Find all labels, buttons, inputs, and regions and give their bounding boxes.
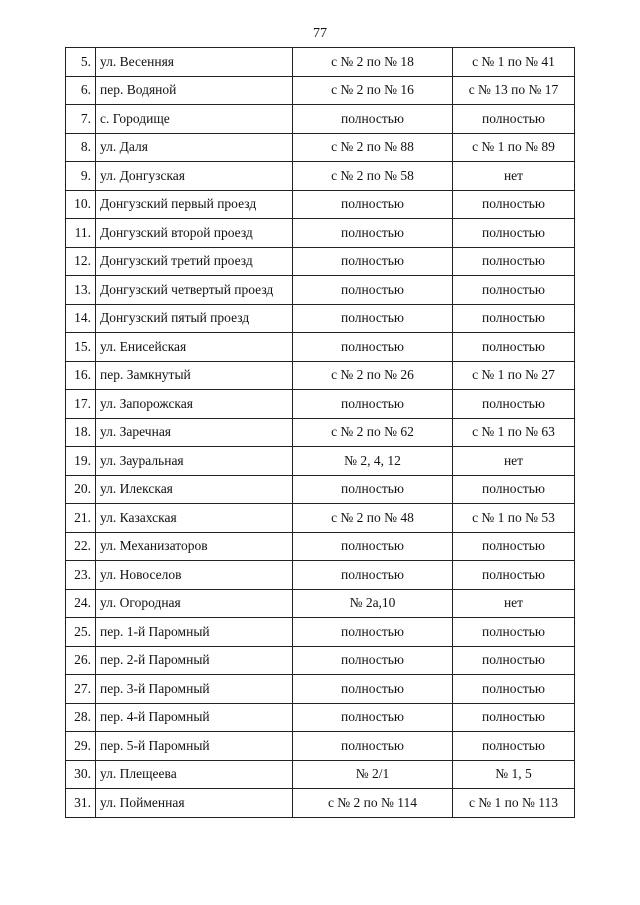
even-houses: полностью — [293, 390, 453, 419]
street-name: пер. 2-й Паромный — [96, 646, 293, 675]
table-row — [66, 76, 575, 105]
even-houses: с № 2 по № 114 — [293, 789, 453, 818]
row-number: 13. — [66, 276, 96, 305]
street-name: ул. Огородная — [96, 589, 293, 618]
table-row — [66, 333, 575, 362]
row-number: 19. — [66, 447, 96, 476]
even-houses: полностью — [293, 675, 453, 704]
row-number: 31. — [66, 789, 96, 818]
row-number: 26. — [66, 646, 96, 675]
odd-houses: с № 1 по № 89 — [453, 133, 575, 162]
table-row — [66, 390, 575, 419]
row-number: 8. — [66, 133, 96, 162]
street-name: пер. Водяной — [96, 76, 293, 105]
odd-houses: полностью — [453, 247, 575, 276]
table-row — [66, 48, 575, 77]
odd-houses: полностью — [453, 646, 575, 675]
even-houses: № 2а,10 — [293, 589, 453, 618]
row-number: 27. — [66, 675, 96, 704]
street-name: ул. Заречная — [96, 418, 293, 447]
street-name: ул. Пойменная — [96, 789, 293, 818]
even-houses: с № 2 по № 58 — [293, 162, 453, 191]
row-number: 11. — [66, 219, 96, 248]
row-number: 17. — [66, 390, 96, 419]
odd-houses: полностью — [453, 561, 575, 590]
even-houses: полностью — [293, 304, 453, 333]
street-name: ул. Механизаторов — [96, 532, 293, 561]
odd-houses: полностью — [453, 618, 575, 647]
street-name: с. Городище — [96, 105, 293, 134]
table-row — [66, 304, 575, 333]
street-name: пер. 3-й Паромный — [96, 675, 293, 704]
table-row — [66, 589, 575, 618]
table-row — [66, 361, 575, 390]
even-houses: полностью — [293, 276, 453, 305]
street-name: ул. Енисейская — [96, 333, 293, 362]
street-name: ул. Донгузская — [96, 162, 293, 191]
row-number: 5. — [66, 48, 96, 77]
even-houses: с № 2 по № 88 — [293, 133, 453, 162]
table-row — [66, 732, 575, 761]
row-number: 29. — [66, 732, 96, 761]
odd-houses: полностью — [453, 333, 575, 362]
street-name: ул. Илекская — [96, 475, 293, 504]
even-houses: с № 2 по № 48 — [293, 504, 453, 533]
odd-houses: с № 1 по № 41 — [453, 48, 575, 77]
even-houses: № 2/1 — [293, 760, 453, 789]
table-row — [66, 133, 575, 162]
table-row — [66, 646, 575, 675]
table-row — [66, 675, 575, 704]
row-number: 30. — [66, 760, 96, 789]
even-houses: с № 2 по № 16 — [293, 76, 453, 105]
even-houses: полностью — [293, 333, 453, 362]
street-name: пер. 1-й Паромный — [96, 618, 293, 647]
even-houses: с № 2 по № 62 — [293, 418, 453, 447]
table-row — [66, 418, 575, 447]
even-houses: полностью — [293, 561, 453, 590]
even-houses: полностью — [293, 219, 453, 248]
table-row — [66, 447, 575, 476]
odd-houses: полностью — [453, 732, 575, 761]
even-houses: с № 2 по № 18 — [293, 48, 453, 77]
street-name: Донгузский второй проезд — [96, 219, 293, 248]
row-number: 23. — [66, 561, 96, 590]
row-number: 22. — [66, 532, 96, 561]
row-number: 20. — [66, 475, 96, 504]
odd-houses: полностью — [453, 105, 575, 134]
table-row — [66, 162, 575, 191]
odd-houses: полностью — [453, 219, 575, 248]
odd-houses: с № 13 по № 17 — [453, 76, 575, 105]
odd-houses: № 1, 5 — [453, 760, 575, 789]
odd-houses: нет — [453, 589, 575, 618]
odd-houses: полностью — [453, 390, 575, 419]
street-name: ул. Казахская — [96, 504, 293, 533]
row-number: 25. — [66, 618, 96, 647]
odd-houses: с № 1 по № 53 — [453, 504, 575, 533]
odd-houses: полностью — [453, 532, 575, 561]
odd-houses: полностью — [453, 475, 575, 504]
odd-houses: полностью — [453, 276, 575, 305]
table-row — [66, 190, 575, 219]
street-name: пер. 4-й Паромный — [96, 703, 293, 732]
odd-houses: полностью — [453, 304, 575, 333]
row-number: 6. — [66, 76, 96, 105]
table-row — [66, 561, 575, 590]
street-name: Донгузский пятый проезд — [96, 304, 293, 333]
even-houses: полностью — [293, 618, 453, 647]
odd-houses: полностью — [453, 703, 575, 732]
street-name: ул. Запорожская — [96, 390, 293, 419]
row-number: 28. — [66, 703, 96, 732]
street-name: ул. Зауральная — [96, 447, 293, 476]
street-name: ул. Даля — [96, 133, 293, 162]
even-houses: № 2, 4, 12 — [293, 447, 453, 476]
row-number: 16. — [66, 361, 96, 390]
even-houses: полностью — [293, 646, 453, 675]
street-name: Донгузский первый проезд — [96, 190, 293, 219]
even-houses: полностью — [293, 105, 453, 134]
row-number: 18. — [66, 418, 96, 447]
odd-houses: нет — [453, 162, 575, 191]
even-houses: полностью — [293, 190, 453, 219]
street-name: ул. Новоселов — [96, 561, 293, 590]
odd-houses: с № 1 по № 27 — [453, 361, 575, 390]
street-name: ул. Плещеева — [96, 760, 293, 789]
even-houses: полностью — [293, 532, 453, 561]
table-row — [66, 532, 575, 561]
even-houses: полностью — [293, 732, 453, 761]
table-row — [66, 247, 575, 276]
table-row — [66, 504, 575, 533]
row-number: 15. — [66, 333, 96, 362]
row-number: 12. — [66, 247, 96, 276]
odd-houses: с № 1 по № 63 — [453, 418, 575, 447]
table-row — [66, 219, 575, 248]
row-number: 24. — [66, 589, 96, 618]
row-number: 7. — [66, 105, 96, 134]
table-row — [66, 760, 575, 789]
table-row — [66, 276, 575, 305]
even-houses: с № 2 по № 26 — [293, 361, 453, 390]
row-number: 21. — [66, 504, 96, 533]
street-name: пер. Замкнутый — [96, 361, 293, 390]
table-row — [66, 105, 575, 134]
streets-table — [65, 47, 575, 818]
odd-houses: нет — [453, 447, 575, 476]
even-houses: полностью — [293, 703, 453, 732]
table-row — [66, 618, 575, 647]
table-row — [66, 475, 575, 504]
street-name: ул. Весенняя — [96, 48, 293, 77]
odd-houses: полностью — [453, 675, 575, 704]
odd-houses: с № 1 по № 113 — [453, 789, 575, 818]
table-row — [66, 703, 575, 732]
table-body — [66, 48, 575, 818]
table-row — [66, 789, 575, 818]
row-number: 9. — [66, 162, 96, 191]
street-name: Донгузский четвертый проезд — [96, 276, 293, 305]
page-number: 77 — [313, 26, 327, 41]
even-houses: полностью — [293, 475, 453, 504]
row-number: 10. — [66, 190, 96, 219]
even-houses: полностью — [293, 247, 453, 276]
row-number: 14. — [66, 304, 96, 333]
street-name: Донгузский третий проезд — [96, 247, 293, 276]
street-name: пер. 5-й Паромный — [96, 732, 293, 761]
odd-houses: полностью — [453, 190, 575, 219]
